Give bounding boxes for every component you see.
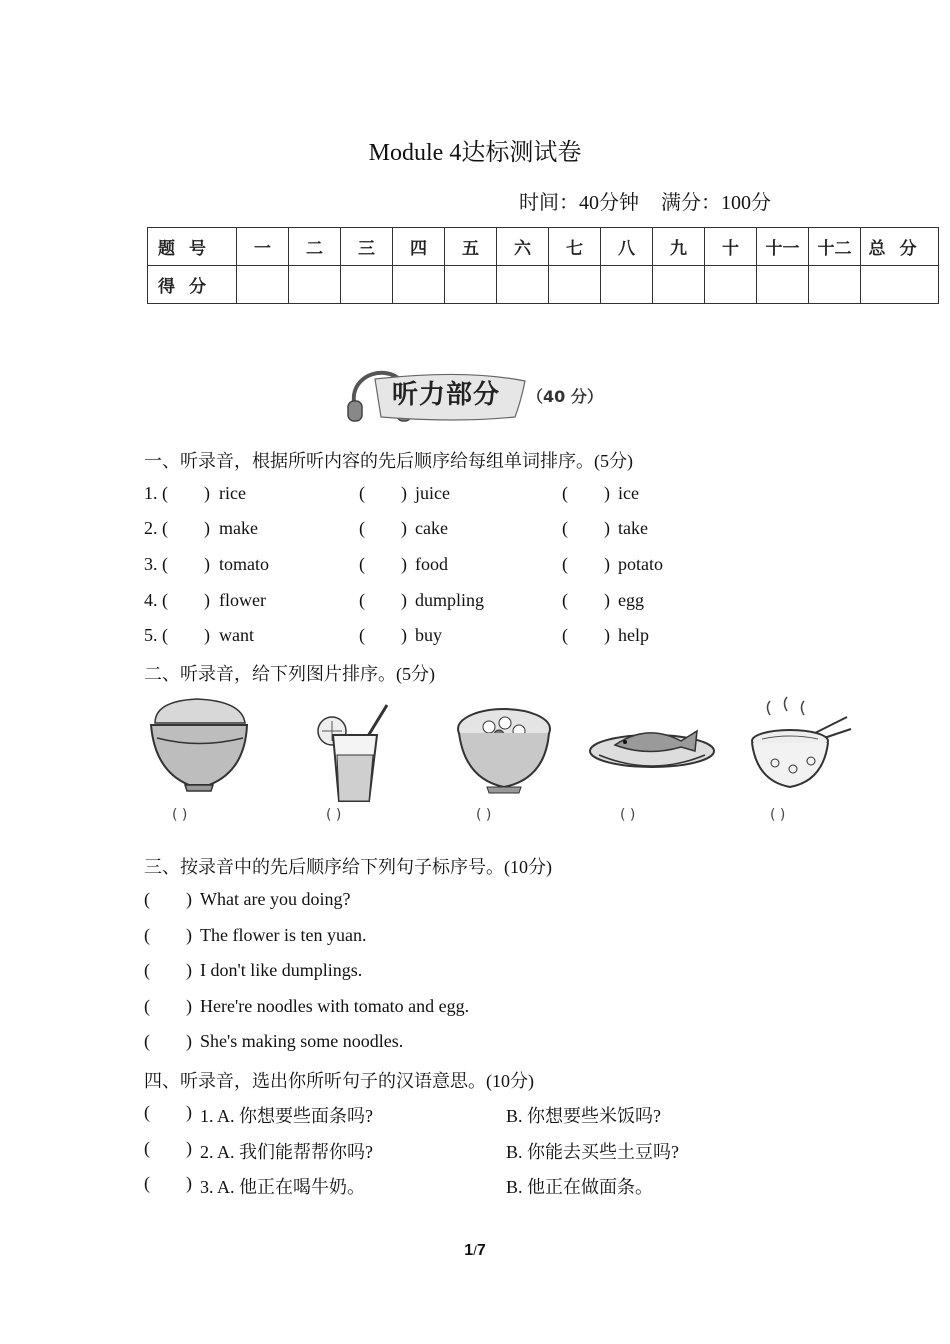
- column-2: 二: [289, 228, 341, 266]
- q4-blank[interactable]: ( ): [144, 1102, 192, 1122]
- q2-paren-2[interactable]: ( ): [326, 807, 342, 823]
- q2-instruction: 二、听录音，给下列图片排序。(5分): [144, 664, 435, 684]
- column-10: 十: [705, 228, 757, 266]
- q4-option-a: 2. A. 我们能帮帮你吗?: [200, 1142, 373, 1162]
- q4-option-b: B. 你想要些米饭吗?: [506, 1106, 661, 1126]
- table-head-question: 题号: [148, 228, 237, 266]
- dumpling-bowl-icon: [458, 709, 550, 793]
- q1-row-5-blank[interactable]: 5. ( ): [144, 625, 210, 645]
- q3-sentence: She's making some noodles.: [200, 1031, 404, 1051]
- q2-paren-4[interactable]: ( ): [620, 807, 636, 823]
- q1-row-1-word-c: ice: [618, 483, 639, 503]
- q1-row-3-word-a: tomato: [219, 554, 269, 574]
- q3-sentence: Here're noodles with tomato and egg.: [200, 996, 470, 1016]
- q1-row-2-blank-c[interactable]: ( ): [562, 518, 610, 538]
- q4-option-b: B. 你能去买些土豆吗?: [506, 1142, 679, 1162]
- juice-glass-icon: [318, 705, 387, 801]
- score-cell[interactable]: [237, 266, 289, 304]
- score-table: [147, 227, 939, 304]
- q2-paren-3[interactable]: ( ): [476, 807, 492, 823]
- full-score-label: 满分：100分: [661, 192, 771, 214]
- column-total: 总分: [861, 228, 939, 266]
- q1-row-1-blank-c[interactable]: ( ): [562, 483, 610, 503]
- score-cell[interactable]: [289, 266, 341, 304]
- current-page: 1: [464, 1242, 474, 1259]
- score-table-score-row: [148, 266, 939, 304]
- q1-row-5-blank-b[interactable]: ( ): [359, 625, 407, 645]
- column-5: 五: [445, 228, 497, 266]
- page-number: [0, 1242, 950, 1260]
- q1-row-1-word-a: rice: [219, 483, 246, 503]
- q1-row-3-blank[interactable]: 3. ( ): [144, 554, 210, 574]
- exam-meta: [519, 186, 771, 215]
- q3-blank[interactable]: ( ): [144, 925, 192, 945]
- q4-blank[interactable]: ( ): [144, 1173, 192, 1193]
- q3-instruction: 三、按录音中的先后顺序给下列句子标序号。(10分): [144, 857, 552, 877]
- q3-sentence: What are you doing?: [200, 889, 351, 909]
- q4-blank[interactable]: ( ): [144, 1138, 192, 1158]
- fish-plate-icon: [590, 731, 714, 767]
- q1-row-1-word-b: juice: [415, 483, 450, 503]
- q4-option-a: 1. A. 你想要些面条吗?: [200, 1106, 373, 1126]
- q3-sentence: I don't like dumplings.: [200, 960, 363, 980]
- q2-paren-1[interactable]: ( ): [172, 807, 188, 823]
- page-title: Module 4达标测试卷: [368, 140, 582, 166]
- q1-row-4-word-a: flower: [219, 590, 266, 610]
- score-cell[interactable]: [393, 266, 445, 304]
- q1-row-2-word-b: cake: [415, 518, 448, 538]
- column-7: 七: [549, 228, 601, 266]
- q3-blank[interactable]: ( ): [144, 889, 192, 909]
- q2-picture-strip: [147, 693, 857, 828]
- score-cell[interactable]: [549, 266, 601, 304]
- noodle-bowl-icon: [752, 697, 851, 787]
- q1-row-5-word-a: want: [219, 625, 254, 645]
- column-4: 四: [393, 228, 445, 266]
- column-11: 十一: [757, 228, 809, 266]
- score-cell[interactable]: [705, 266, 757, 304]
- column-1: 一: [237, 228, 289, 266]
- q4-instruction: 四、听录音，选出你所听句子的汉语意思。(10分): [144, 1071, 534, 1091]
- score-cell[interactable]: [601, 266, 653, 304]
- q1-row-4-blank-c[interactable]: ( ): [562, 590, 610, 610]
- q1-row-3-blank-c[interactable]: ( ): [562, 554, 610, 574]
- q4-option-a: 3. A. 他正在喝牛奶。: [200, 1177, 366, 1197]
- table-head-score: 得分: [148, 266, 237, 304]
- score-cell[interactable]: [497, 266, 549, 304]
- q2-paren-5[interactable]: ( ): [770, 807, 786, 823]
- column-8: 八: [601, 228, 653, 266]
- q1-row-2-word-a: make: [219, 518, 258, 538]
- page-separator: /: [473, 1243, 477, 1258]
- q3-blank[interactable]: ( ): [144, 996, 192, 1016]
- q1-row-5-word-b: buy: [415, 625, 442, 645]
- score-cell[interactable]: [653, 266, 705, 304]
- time-label: 时间：40分钟: [519, 192, 639, 214]
- rice-bowl-icon: [151, 699, 247, 791]
- q1-instruction: 一、听录音，根据所听内容的先后顺序给每组单词排序。(5分): [144, 451, 633, 471]
- score-cell[interactable]: [861, 266, 939, 304]
- q1-row-5-blank-c[interactable]: ( ): [562, 625, 610, 645]
- q1-row-4-blank[interactable]: 4. ( ): [144, 590, 210, 610]
- q1-row-3-blank-b[interactable]: ( ): [359, 554, 407, 574]
- score-cell[interactable]: [809, 266, 861, 304]
- q1-row-4-word-c: egg: [618, 590, 644, 610]
- q1-row-3-word-c: potato: [618, 554, 663, 574]
- score-cell[interactable]: [341, 266, 393, 304]
- score-cell[interactable]: [757, 266, 809, 304]
- q1-row-2-blank[interactable]: 2. ( ): [144, 518, 210, 538]
- q1-row-3-word-b: food: [415, 554, 448, 574]
- q1-row-2-blank-b[interactable]: ( ): [359, 518, 407, 538]
- q1-row-2-word-c: take: [618, 518, 648, 538]
- column-6: 六: [497, 228, 549, 266]
- q1-row-1-blank-b[interactable]: ( ): [359, 483, 407, 503]
- q1-row-4-word-b: dumpling: [415, 590, 485, 610]
- q1-row-5-word-c: help: [618, 625, 649, 645]
- q4-option-b: B. 他正在做面条。: [506, 1177, 654, 1197]
- listening-section-title: 听力部分: [392, 380, 501, 410]
- total-pages: 7: [476, 1242, 486, 1259]
- q3-blank[interactable]: ( ): [144, 1031, 192, 1051]
- column-3: 三: [341, 228, 393, 266]
- q3-blank[interactable]: ( ): [144, 960, 192, 980]
- q3-sentence: The flower is ten yuan.: [200, 925, 367, 945]
- listening-section-score: （40 分）: [527, 387, 603, 406]
- score-cell[interactable]: [445, 266, 497, 304]
- column-9: 九: [653, 228, 705, 266]
- score-table-header-row: [148, 228, 939, 266]
- q1-row-1-blank[interactable]: 1. ( ): [144, 483, 210, 503]
- q1-row-4-blank-b[interactable]: ( ): [359, 590, 407, 610]
- column-12: 十二: [809, 228, 861, 266]
